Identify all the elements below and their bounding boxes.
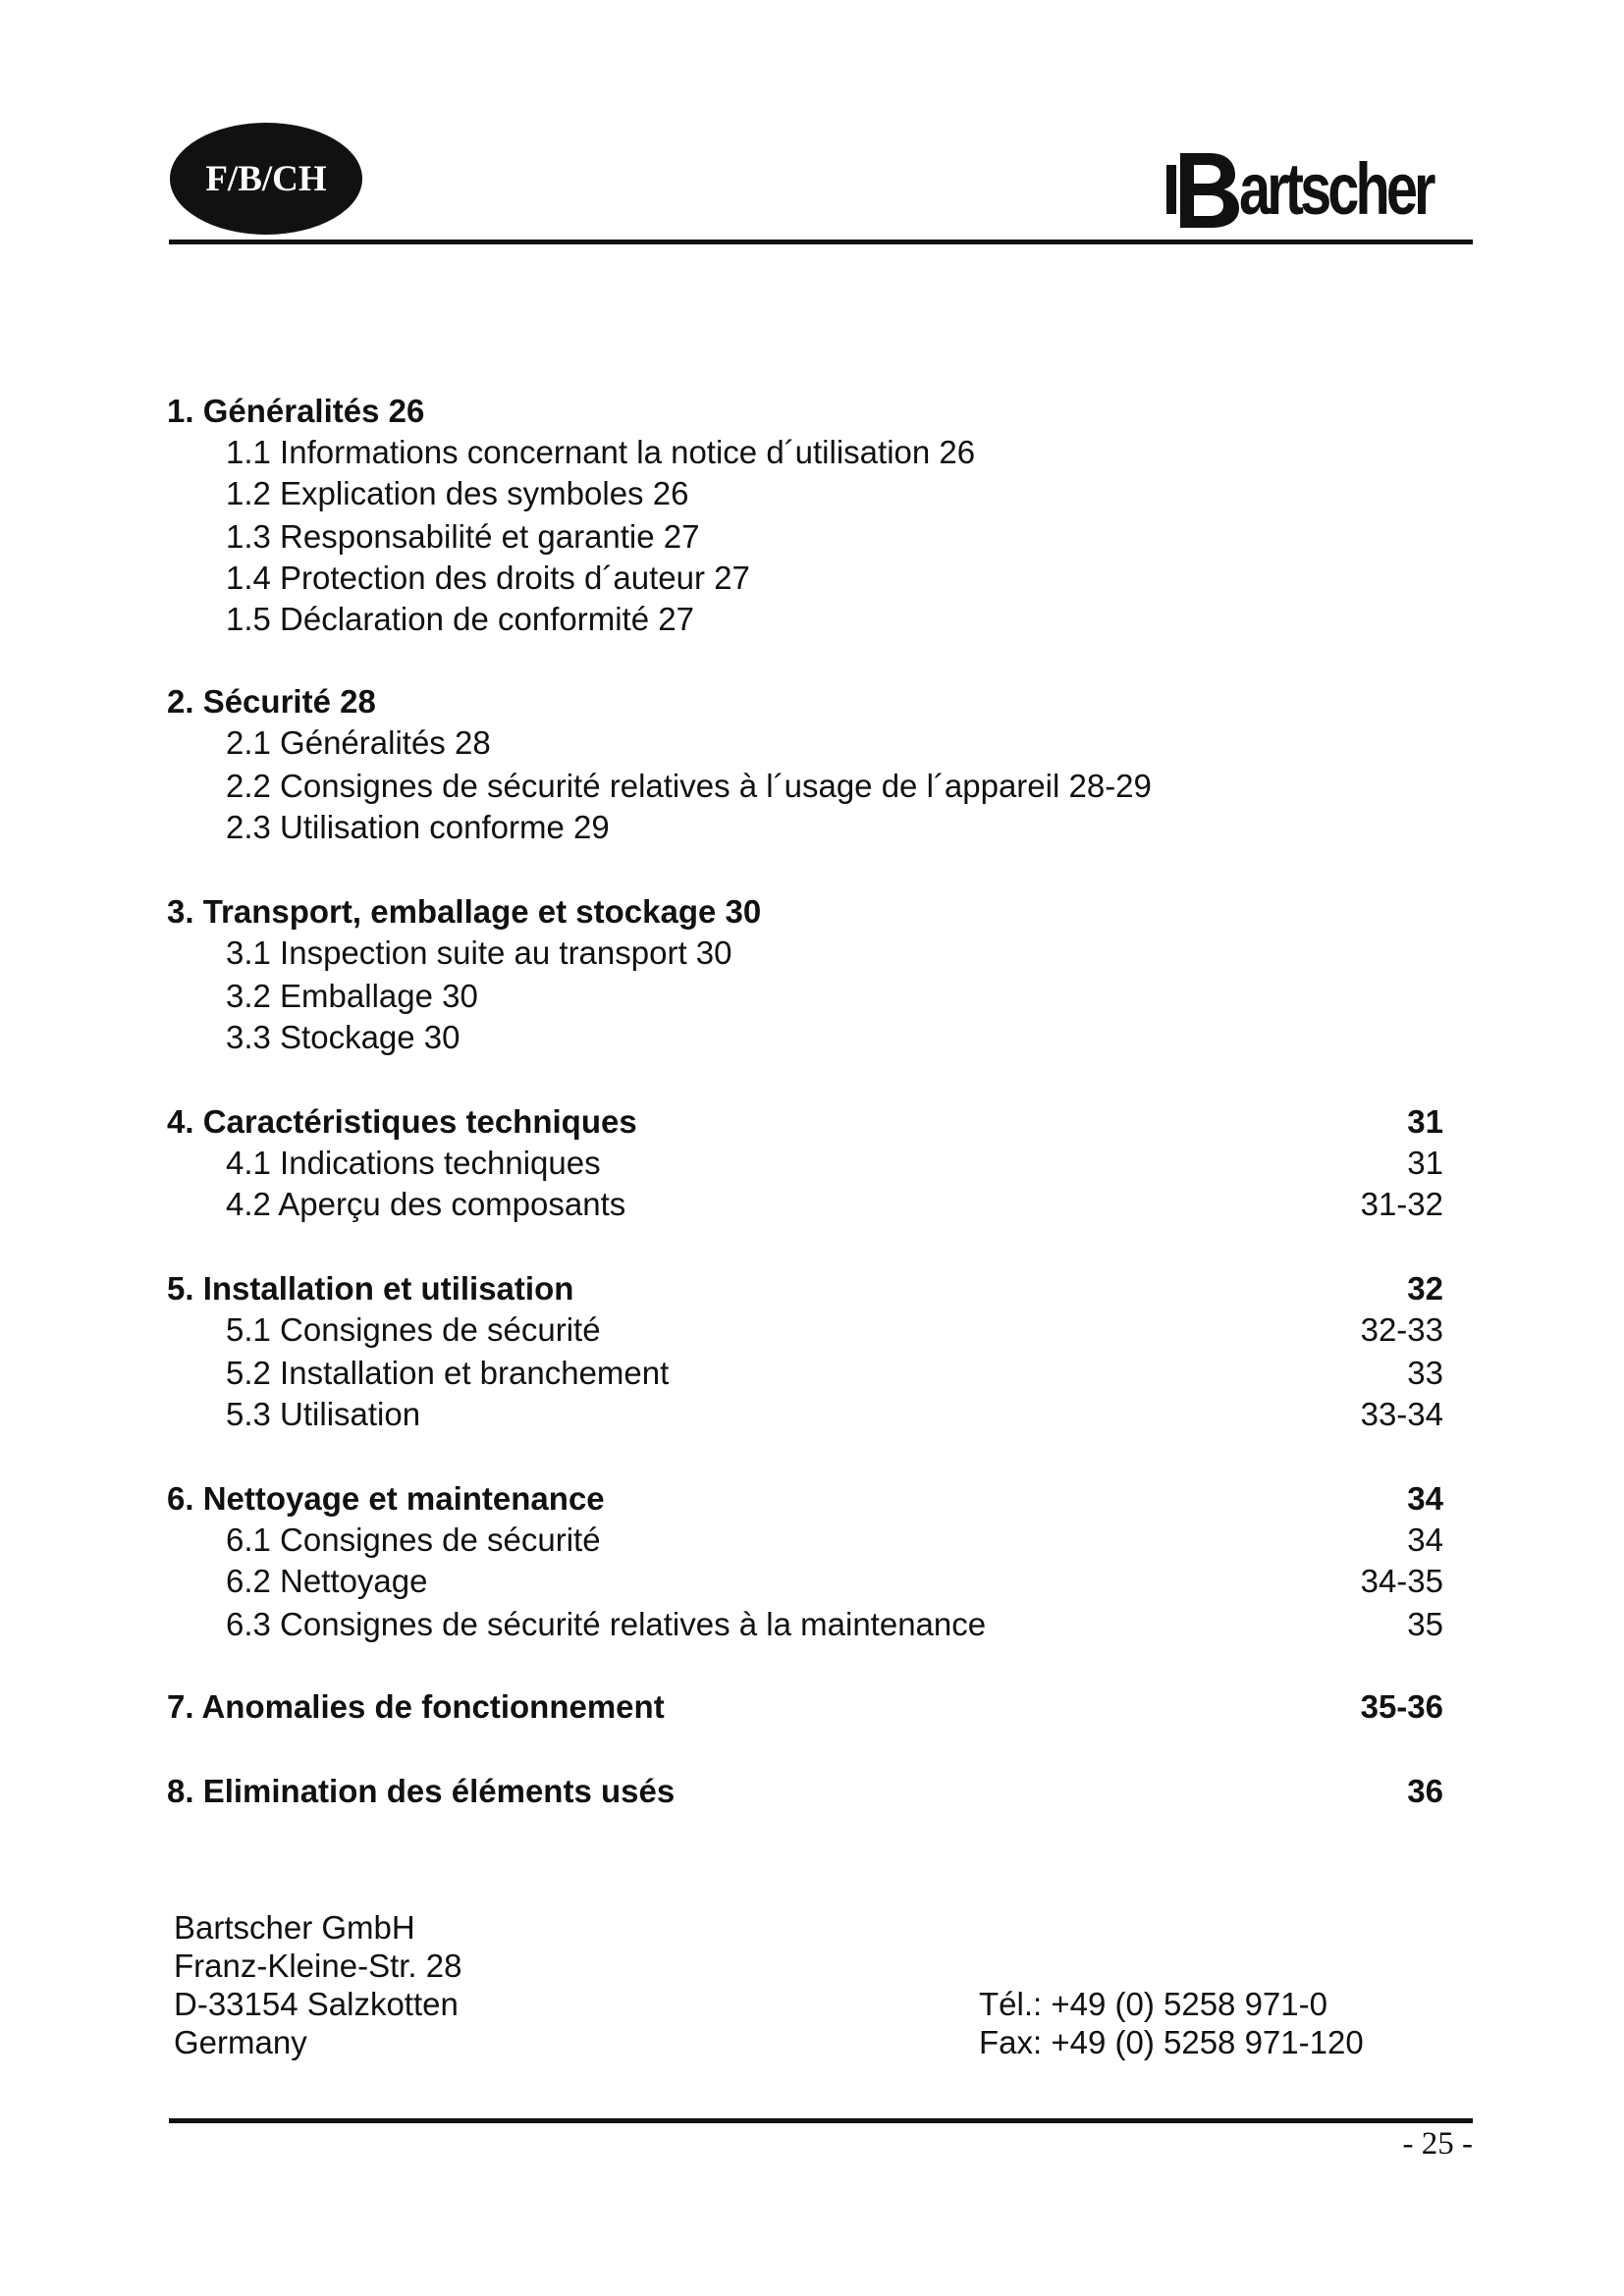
toc-entry-label: 6.1 Consignes de sécurité <box>226 1522 601 1558</box>
toc-subsection <box>167 722 1443 764</box>
address-country: Germany <box>174 2024 307 2060</box>
region-badge-text: F/B/CH <box>205 158 327 199</box>
toc-entry-page: 35 <box>1407 1606 1443 1642</box>
toc-entry-page: 33-34 <box>1360 1396 1443 1432</box>
toc-entry-label: 3.3 Stockage 30 <box>226 1019 460 1055</box>
toc-entry-label: 2.1 Généralités 28 <box>226 724 491 761</box>
toc-section <box>167 1268 1443 1309</box>
toc-section <box>167 1686 1443 1728</box>
toc-entry-label: 1.1 Informations concernant la notice d´utilisation 26 <box>226 434 976 470</box>
toc-subsection <box>167 1520 1443 1561</box>
toc-subsection <box>167 516 1443 558</box>
address-street: Franz-Kleine-Str. 28 <box>174 1948 462 1984</box>
toc-entry-page: 32-33 <box>1360 1311 1443 1348</box>
address-company: Bartscher GmbH <box>174 1909 415 1946</box>
page-number: - 25 - <box>1402 2126 1473 2162</box>
brand-name: artscher <box>1239 148 1433 230</box>
toc-entry-label: 7. Anomalies de fonctionnement <box>167 1688 665 1725</box>
toc-subsection <box>167 558 1443 599</box>
company-address <box>174 1908 461 2061</box>
toc-entry-label: 3.2 Emballage 30 <box>226 978 478 1014</box>
address-city: D-33154 Salzkotten <box>174 1986 459 2022</box>
toc-subsection <box>167 1017 1443 1058</box>
toc-entry-page: 34 <box>1407 1522 1443 1558</box>
toc-entry-label: 1.3 Responsabilité et garantie 27 <box>226 518 700 555</box>
toc-entry-page: 36 <box>1407 1773 1443 1809</box>
toc-subsection <box>167 473 1443 514</box>
toc-entry-page: 34 <box>1407 1480 1443 1517</box>
toc-section <box>167 1771 1443 1812</box>
toc-subsection <box>167 766 1443 807</box>
toc-subsection <box>167 807 1443 848</box>
toc-entry-page: 34-35 <box>1360 1563 1443 1599</box>
toc-entry-label: 5.2 Installation et branchement <box>226 1355 670 1391</box>
toc-entry-page: 35-36 <box>1360 1688 1443 1725</box>
toc-entry-label: 5.3 Utilisation <box>226 1396 421 1432</box>
toc-entry-label: 2.3 Utilisation conforme 29 <box>226 809 610 845</box>
toc-entry-page: 32 <box>1407 1270 1443 1307</box>
toc-entry-label: 5. Installation et utilisation <box>167 1270 574 1307</box>
toc-subsection <box>167 599 1443 640</box>
bartscher-logo <box>1166 149 1487 230</box>
toc-entry-label: 3. Transport, emballage et stockage 30 <box>167 893 762 930</box>
toc-section <box>167 1478 1443 1520</box>
toc-subsection <box>167 976 1443 1017</box>
company-contact <box>979 1985 1364 2061</box>
toc-entry-label: 2.2 Consignes de sécurité relatives à l´usage de l´appareil 28-29 <box>226 768 1152 804</box>
toc-entry-label: 5.1 Consignes de sécurité <box>226 1311 601 1348</box>
toc-subsection <box>167 1184 1443 1225</box>
toc-entry-label: 1.4 Protection des droits d´auteur 27 <box>226 560 750 596</box>
toc-entry-page: 31-32 <box>1360 1186 1443 1222</box>
footer-divider <box>169 2118 1473 2123</box>
toc-entry-label: 1.2 Explication des symboles 26 <box>226 475 689 511</box>
toc-subsection <box>167 1561 1443 1602</box>
toc-subsection <box>167 1143 1443 1184</box>
toc-entry-label: 6.2 Nettoyage <box>226 1563 428 1599</box>
toc-entry-label: 3.1 Inspection suite au transport 30 <box>226 934 732 971</box>
toc-subsection <box>167 1604 1443 1645</box>
toc-entry-label: 2. Sécurité 28 <box>167 683 376 720</box>
toc-section <box>167 681 1443 722</box>
phone-number: Tél.: +49 (0) 5258 971-0 <box>979 1986 1327 2022</box>
toc-entry-label: 6.3 Consignes de sécurité relatives à la maintenance <box>226 1606 987 1642</box>
header-divider <box>169 240 1473 244</box>
region-badge <box>170 123 362 235</box>
toc-entry-label: 8. Elimination des éléments usés <box>167 1773 676 1809</box>
toc-entry-label: 4. Caractéristiques techniques <box>167 1103 637 1140</box>
toc-entry-label: 4.1 Indications techniques <box>226 1145 601 1181</box>
toc-entry-label: 4.2 Aperçu des composants <box>226 1186 626 1222</box>
fax-number: Fax: +49 (0) 5258 971-120 <box>979 2024 1364 2060</box>
toc-section <box>167 391 1443 432</box>
toc-subsection <box>167 1353 1443 1394</box>
toc-entry-page: 31 <box>1407 1103 1443 1140</box>
toc-entry-label: 1.5 Déclaration de conformité 27 <box>226 601 694 637</box>
toc-subsection <box>167 1309 1443 1351</box>
toc-subsection <box>167 432 1443 473</box>
toc-entry-label: 6. Nettoyage et maintenance <box>167 1480 605 1517</box>
toc-subsection <box>167 1394 1443 1435</box>
toc-entry-page: 31 <box>1407 1145 1443 1181</box>
toc-entry-label: 1. Généralités 26 <box>167 393 425 429</box>
toc-section <box>167 891 1443 933</box>
bartscher-logo-icon <box>1166 149 1243 230</box>
toc-subsection <box>167 933 1443 974</box>
toc-entry-page: 33 <box>1407 1355 1443 1391</box>
toc-section <box>167 1101 1443 1143</box>
